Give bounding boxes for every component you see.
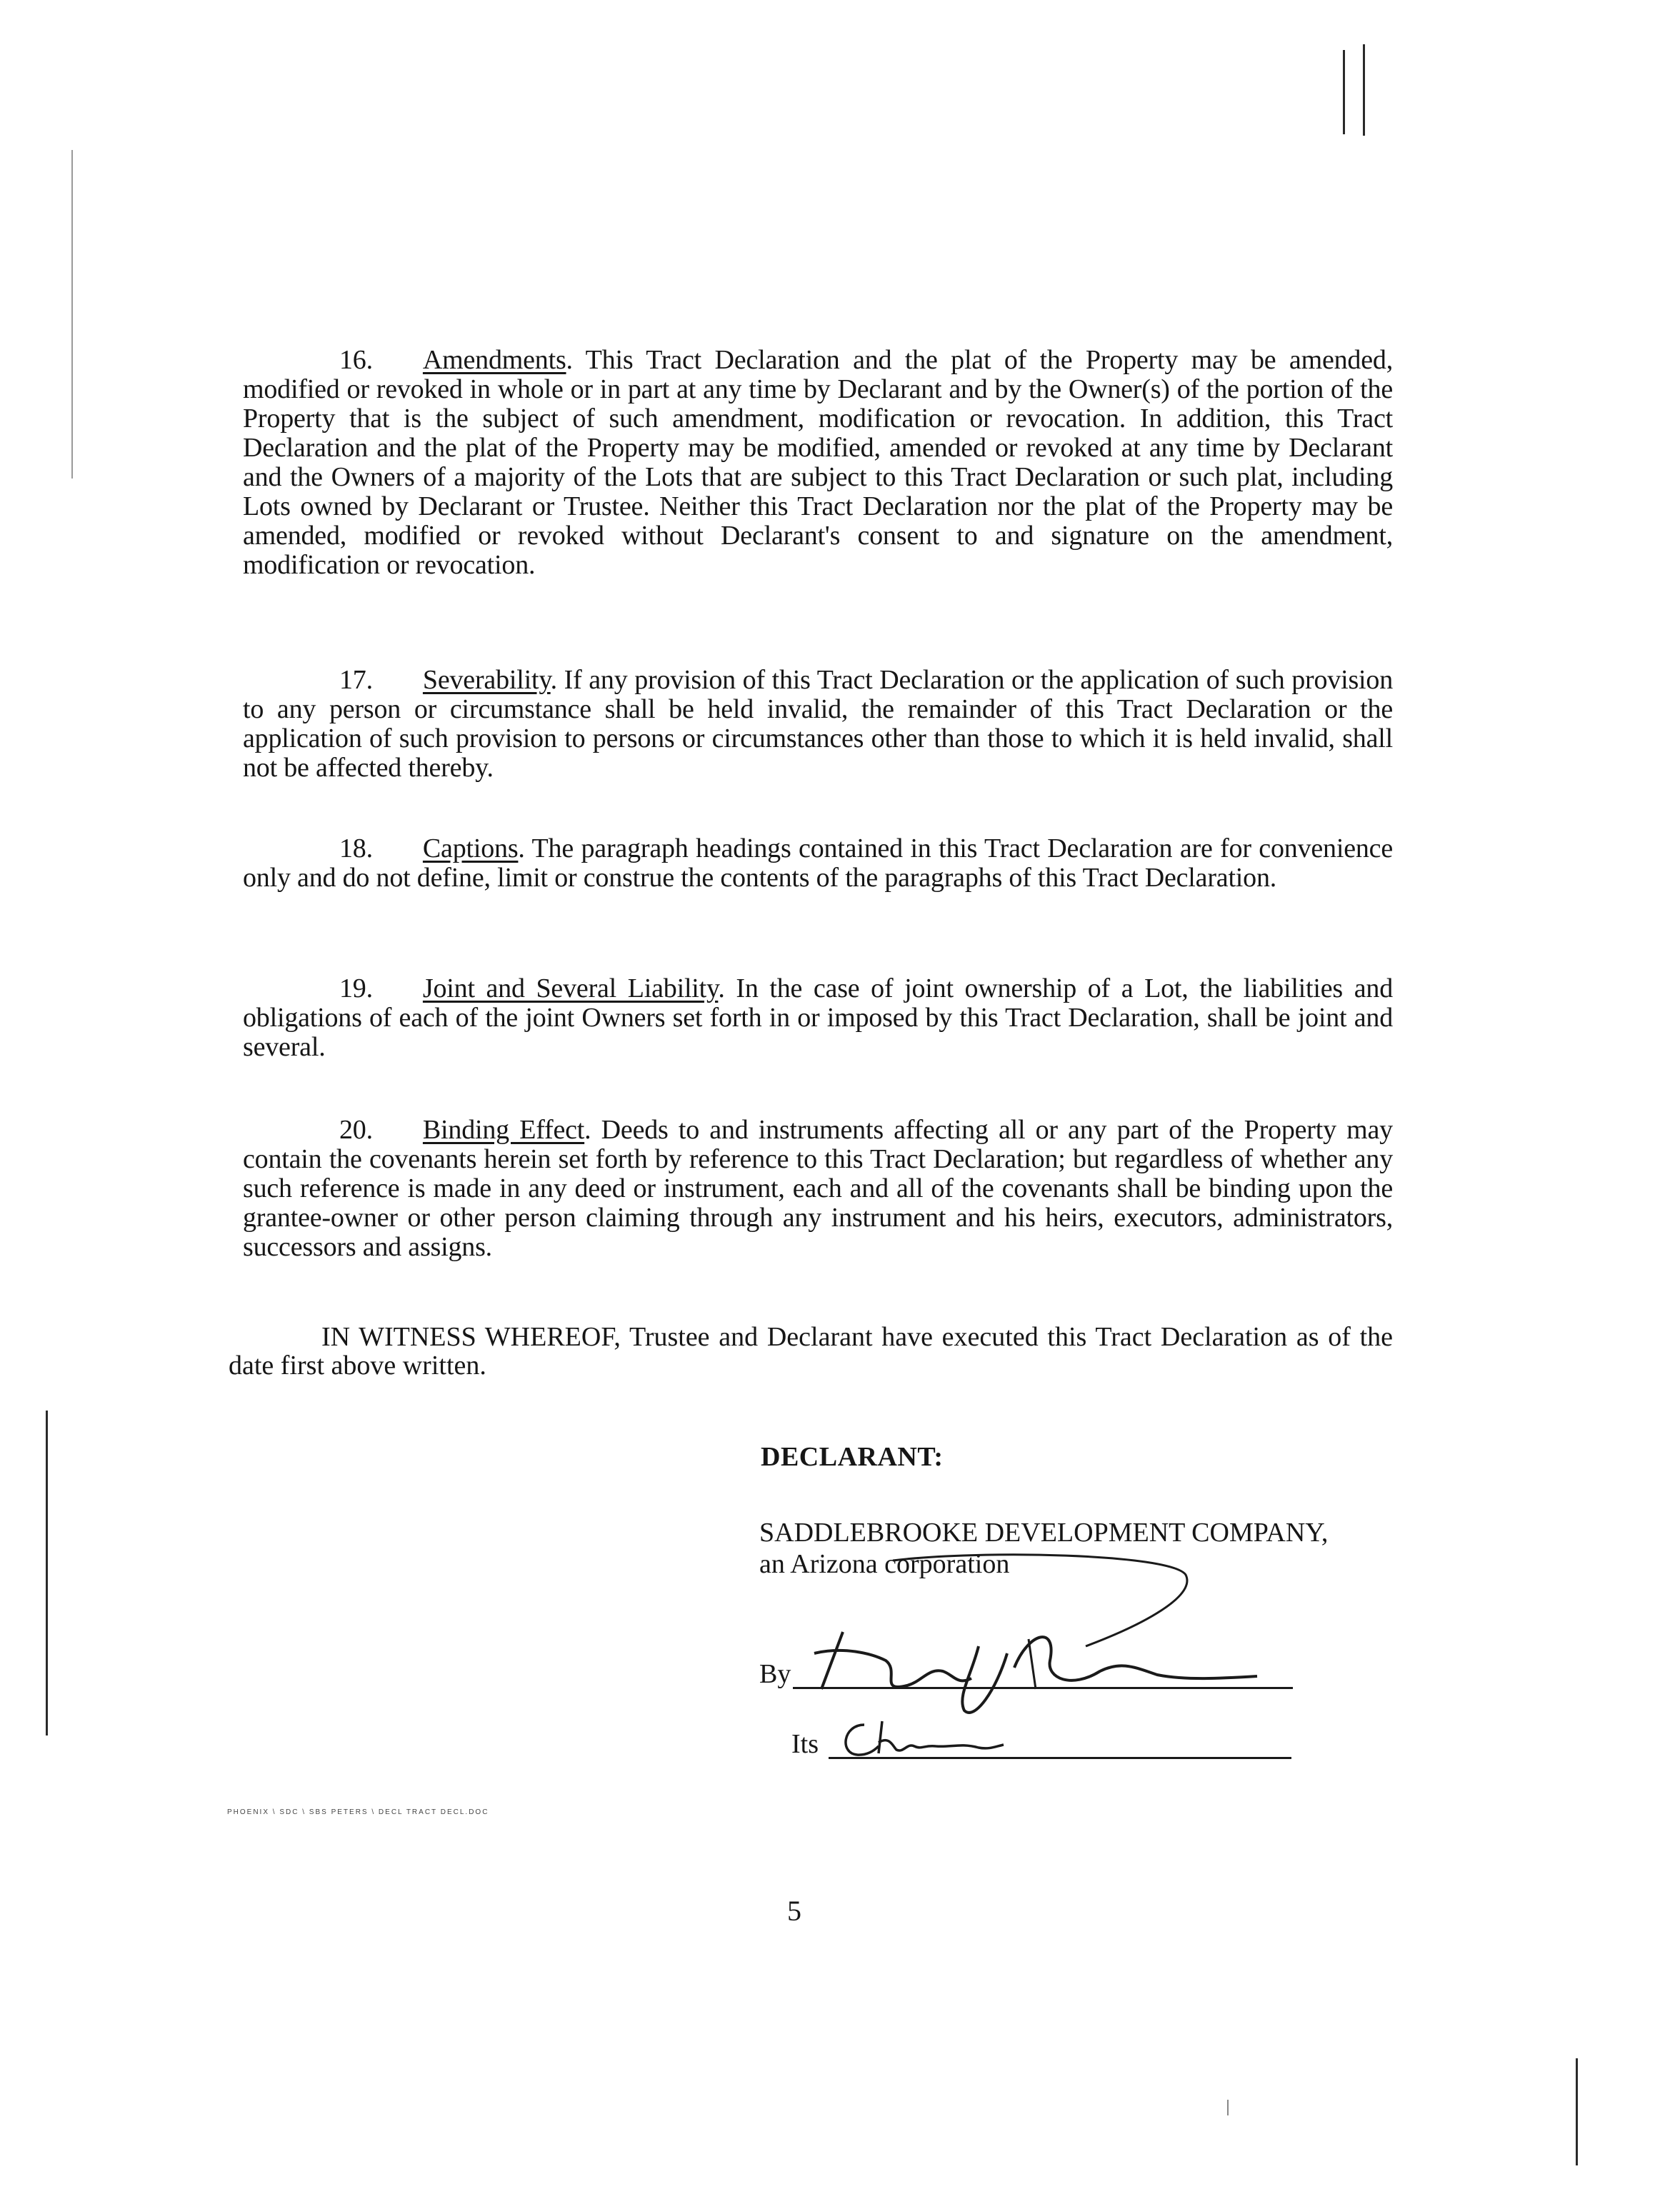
paragraph-18 (243, 834, 1393, 893)
witness-text: IN WITNESS WHEREOF, Trustee and Declarant have executed this Tract Declaration as of the date first above written. (229, 1322, 1393, 1381)
paragraph-17 (243, 666, 1393, 783)
scan-mark-left-upper (71, 150, 73, 479)
paragraph-text: . If any provision of this Tract Declaration or the application of such provision to any person or circumstance shall be held invalid, the remainder of this Tract Declaration or the application of such provision to persons or circumstances other than those to which it is held invalid, shall not be affected thereby. (243, 665, 1393, 783)
paragraph-text: . This Tract Declaration and the plat of the Property may be amended, modified or revoked in whole or in part at any time by Declarant and by the Owner(s) of the portion of the Property that is the subject of such amendment, modification or revocation. In addition, this Tract Declaration and the plat of the Property may be modified, amended or revoked at any time by Declarant and the Owners of a majority of the Lots that are subject to this Tract Declaration or such plat, including Lots owned by Declarant or Trustee. Neither this Tract Declaration nor the plat of the Property may be amended, modified or revoked without Declarant's consent to and signature on the amendment, modification or revocation. (243, 345, 1393, 580)
document-footer-code: PHOENIX \ SDC \ SBS PETERS \ DECL TRACT DECL.DOC (227, 1808, 489, 1816)
scan-mark-top-right-1 (1343, 50, 1345, 134)
handwritten-title (836, 1710, 1007, 1768)
its-label: Its (791, 1729, 819, 1759)
paragraph-text: . The paragraph headings contained in this Tract Declaration are for convenience only and do not define, limit or construe the contents of the paragraphs of this Tract Declaration. (243, 833, 1393, 893)
scan-mark-bottom-right (1576, 2058, 1578, 2165)
corporation-type: an Arizona corporation (759, 1549, 1010, 1579)
handwritten-signature (800, 1546, 1286, 1732)
page-number: 5 (787, 1895, 801, 1927)
scan-mark-bottom (1227, 2100, 1229, 2115)
by-label: By (759, 1659, 791, 1689)
paragraph-text: . In the case of joint ownership of a Lot, the liabilities and obligations of each of the joint Owners set forth in or imposed by this Tract Declaration, shall be joint and several. (243, 973, 1393, 1062)
paragraph-20 (243, 1116, 1393, 1262)
paragraph-number: 16. (339, 345, 373, 375)
paragraph-heading: Severability (422, 665, 551, 695)
paragraph-heading: Binding Effect (422, 1115, 585, 1145)
paragraph-number: 19. (339, 973, 373, 1003)
scan-mark-top-right-2 (1363, 44, 1365, 136)
paragraph-text: . Deeds to and instruments affecting all or any part of the Property may contain the covenants herein set forth by reference to this Tract Declaration; but regardless of whether any such reference is made in any deed or instrument, each and all of the covenants shall be binding upon the grantee-owner or other person claiming through any instrument and his heirs, executors, administrators, successors and assigns. (243, 1115, 1393, 1262)
paragraph-number: 18. (339, 833, 373, 863)
paragraph-number: 20. (339, 1115, 373, 1145)
paragraph-heading: Captions (422, 833, 519, 863)
paragraph-number: 17. (339, 665, 373, 695)
scan-mark-left-lower (46, 1411, 48, 1735)
paragraph-16 (243, 346, 1393, 580)
paragraph-heading: Joint and Several Liability (422, 973, 719, 1003)
paragraph-19 (243, 974, 1393, 1062)
declarant-label: DECLARANT: (761, 1442, 944, 1472)
company-name: SADDLEBROOKE DEVELOPMENT COMPANY, (759, 1518, 1329, 1548)
paragraph-heading: Amendments (422, 345, 566, 375)
witness-clause (229, 1323, 1393, 1380)
by-signature-line (793, 1687, 1293, 1689)
